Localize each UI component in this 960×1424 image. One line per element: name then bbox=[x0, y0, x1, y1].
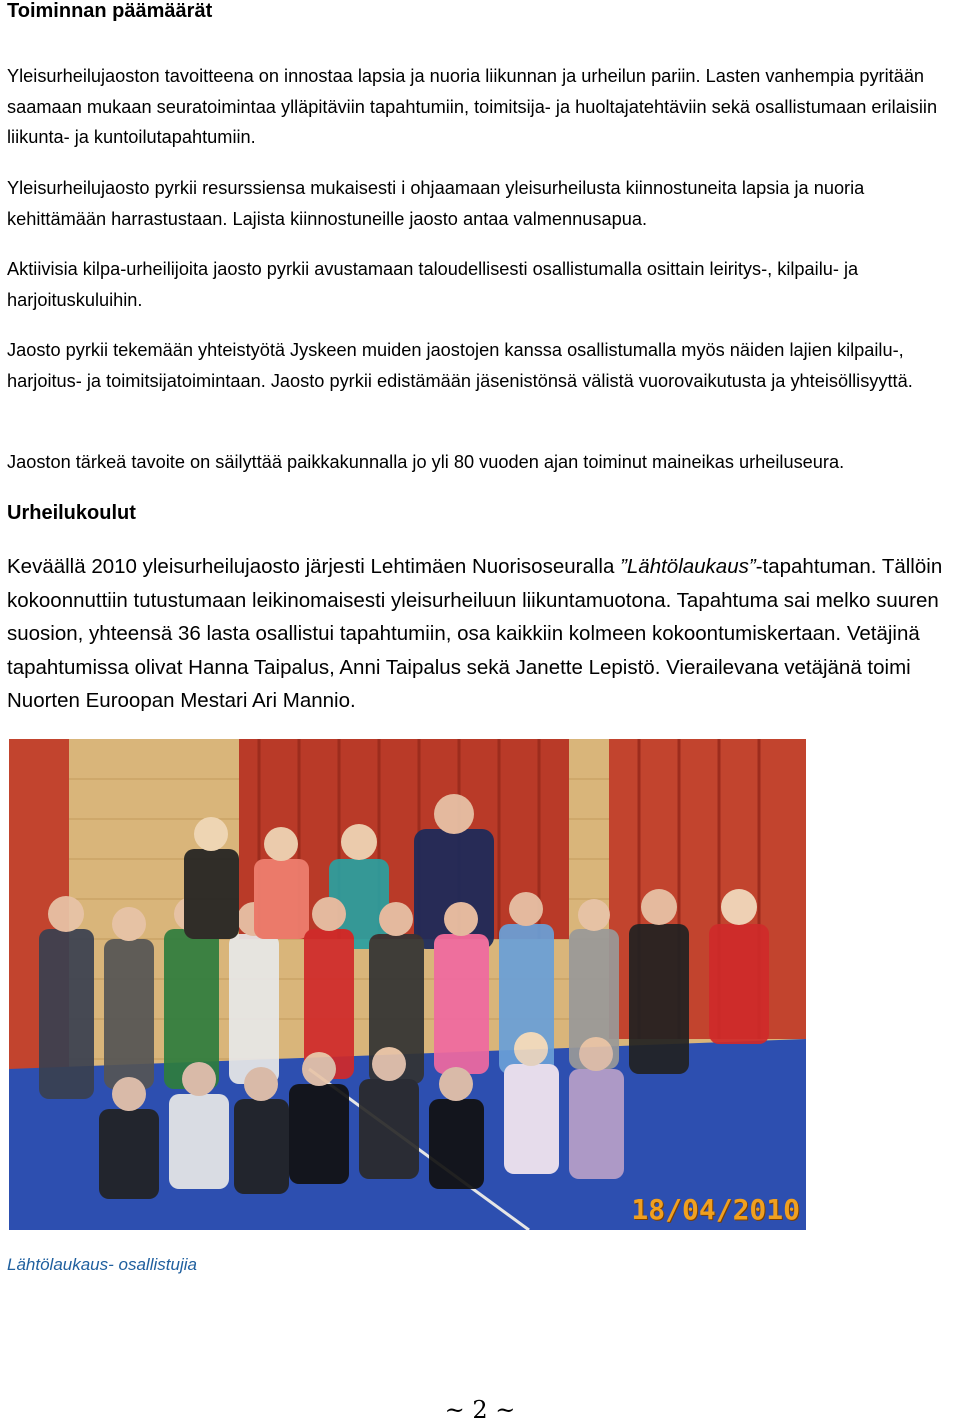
paragraph-4: Jaosto pyrkii tekemään yhteistyötä Jyskeen muiden jaostojen kanssa osallistumalla myös näiden lajien kilpailu-, harjoitus- ja toimitsijatoimintaan. Jaosto pyrkii edistämään jäsenistönsä välistä vuorovaikutusta ja yhteisöllisyyttä. bbox=[7, 340, 913, 391]
group-photo bbox=[9, 739, 806, 1230]
page-number: ~ 2 ~ bbox=[444, 1396, 516, 1424]
paragraph-5: Jaoston tärkeä tavoite on säilyttää paikkakunnalla jo yli 80 vuoden ajan toiminut maineikas urheiluseura. bbox=[7, 452, 845, 472]
paragraph-2: Yleisurheilujaosto pyrkii resurssiensa mukaisesti i ohjaamaan yleisurheilusta kiinnostuneita lapsia ja nuoria kehittämään harrastustaan. Lajista kiinnostuneille jaosto antaa valmennusapua. bbox=[7, 178, 865, 229]
schools-text-after: -tapahtuman. Tällöin kokoonnuttiin tutustumaan leikinomaisesti yleisurheiluun liikuntamuotona. Tapahtuma sai melko suuren suosion, yhteensä 36 lasta osallistui tapahtumiin, osa kaikkiin kolmeen kokoontumiskertaan. Vetäjinä tapahtumissa olivat Hanna Taipalus, Anni Taipalus sekä Janette Lepistö. Vierailevana vetäjänä toimi Nuorten Euroopan Mestari Ari Mannio. bbox=[7, 555, 943, 713]
heading-schools: Urheilukoulut bbox=[7, 502, 136, 524]
paragraph-1: Yleisurheilujaoston tavoitteena on innostaa lapsia ja nuoria liikunnan ja urheilun pariin. Lasten vanhempia pyritään saamaan mukaan seuratoimintaa ylläpitäviin tapahtumiin, toimitsija- ja huoltajatehtäviin sekä osallistumaan erilaisiin liikunta- ja kuntoilutapahtumiin. bbox=[7, 66, 938, 147]
group-photo-illustration bbox=[9, 739, 806, 1230]
schools-text-before: Keväällä 2010 yleisurheilujaosto järjesti Lehtimäen Nuorisoseuralla bbox=[7, 555, 621, 578]
paragraph-3: Aktiivisia kilpa-urheilijoita jaosto pyrkii avustamaan taloudellisesti osallistumalla osittain leiritys-, kilpailu- ja harjoituskuluihin. bbox=[7, 259, 859, 310]
heading-goals: Toiminnan päämäärät bbox=[7, 0, 213, 22]
event-name: ”Lähtölaukaus” bbox=[620, 555, 756, 578]
photo-caption: Lähtölaukaus- osallistujia bbox=[7, 1255, 197, 1274]
photo-date-stamp: 18/04/2010 bbox=[631, 1193, 800, 1226]
schools-paragraph bbox=[7, 550, 957, 718]
